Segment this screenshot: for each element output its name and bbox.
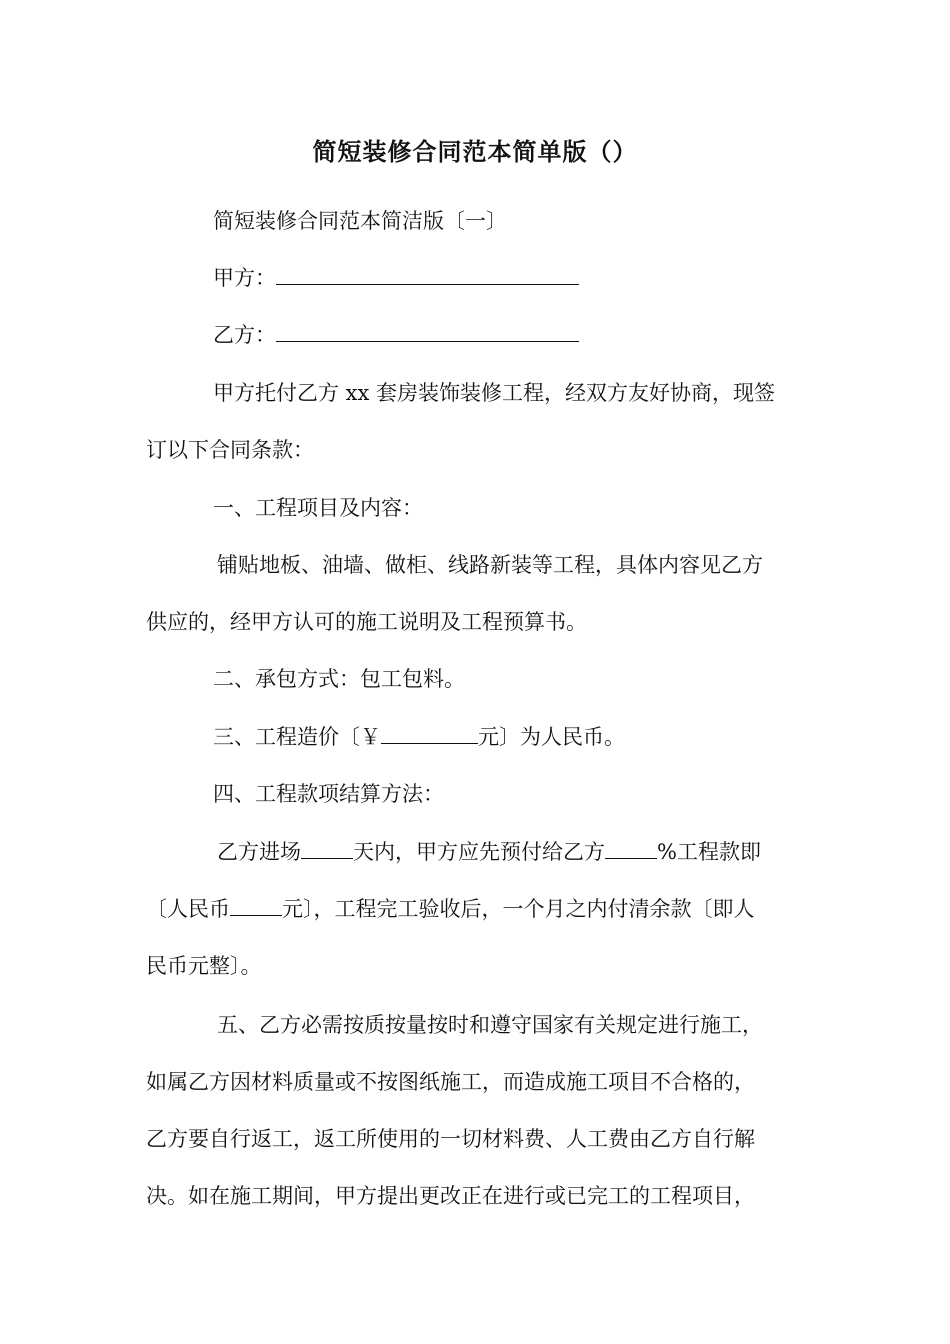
party-b-blank [276, 323, 579, 342]
contract-subtitle: 简短装修合同范本简洁版〔一〕 [213, 209, 507, 233]
section-5-line-3: 乙方要自行返工，返工所使用的一切材料费、人工费由乙方自行解 [146, 1127, 755, 1151]
party-b-line [213, 307, 808, 364]
section-4-line-1 [217, 824, 808, 881]
party-a-blank [276, 266, 579, 285]
section-5-line-1: 五、乙方必需按质按量按时和遵守国家有关规定进行施工， [217, 1013, 763, 1037]
amount-blank [230, 897, 282, 916]
section-3-suffix: 元〕为人民币。 [478, 725, 625, 749]
intro-line-2: 订以下合同条款： [146, 438, 314, 462]
section-4-line-3: 民币元整〕。 [146, 954, 262, 978]
section-4-line-2-b: 元〕，工程完工验收后，一个月之内付清余款〔即人 [282, 897, 755, 921]
section-3-prefix: 三、工程造价〔￥ [213, 725, 381, 749]
section-5-line-2: 如属乙方因材料质量或不按图纸施工，而造成施工项目不合格的， [146, 1070, 755, 1094]
section-4-heading: 四、工程款项结算方法： [213, 782, 444, 806]
section-3 [213, 709, 808, 766]
party-a-label: 甲方： [213, 266, 276, 290]
intro-line-1: 甲方托付乙方 xx 套房装饰装修工程，经双方友好协商，现签 [213, 381, 776, 405]
party-b-label: 乙方： [213, 323, 276, 347]
document-title: 简短装修合同范本简单版（） [312, 137, 638, 166]
section-4-line-1-c: %工程款即 [657, 840, 761, 864]
percent-blank [605, 840, 657, 859]
section-4-line-1-b: 天内，甲方应先预付给乙方 [353, 840, 605, 864]
section-1-heading: 一、工程项目及内容： [213, 496, 423, 520]
price-blank [381, 725, 478, 744]
section-2: 二、承包方式：包工包料。 [213, 667, 465, 691]
section-1-line-2: 供应的，经甲方认可的施工说明及工程预算书。 [146, 610, 587, 634]
section-5-line-4: 决。如在施工期间，甲方提出更改正在进行或已完工的工程项目， [146, 1184, 755, 1208]
party-a-line [213, 250, 808, 307]
section-4-line-2 [146, 881, 808, 938]
section-1-line-1: 铺贴地板、油墙、做柜、线路新装等工程，具体内容见乙方 [217, 553, 763, 577]
days-blank [301, 840, 353, 859]
section-4-line-1-a: 乙方进场 [217, 840, 301, 864]
section-4-line-2-a: 〔人民币 [146, 897, 230, 921]
